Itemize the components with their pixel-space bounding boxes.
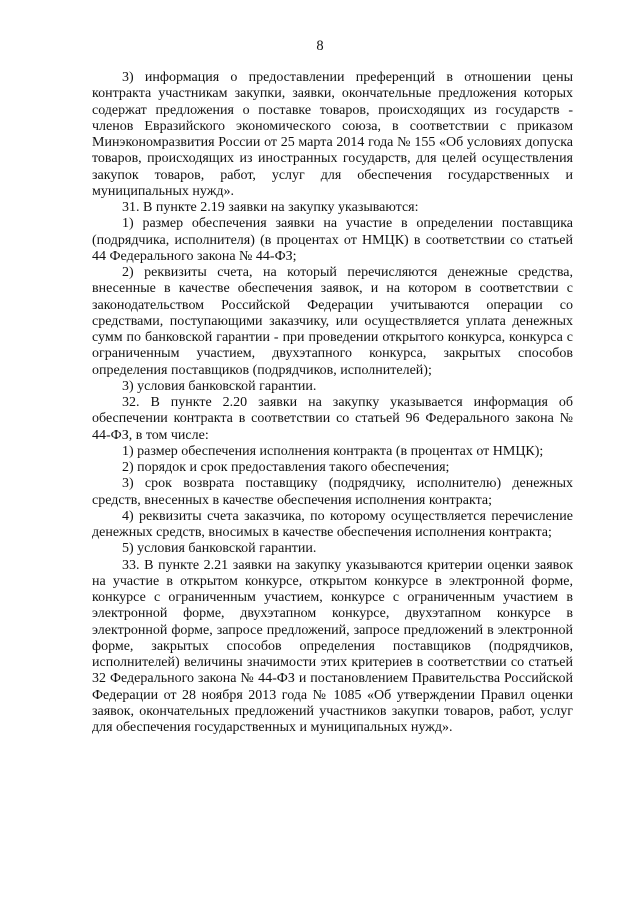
paragraph: 4) реквизиты счета заказчика, по которому осуществляется перечисление денежных средств, вносимых в качестве обеспечения исполнения контракта; bbox=[92, 508, 573, 540]
paragraph: 1) размер обеспечения исполнения контракта (в процентах от НМЦК); bbox=[122, 443, 544, 459]
paragraph: 1) размер обеспечения заявки на участие в определении поставщика (подрядчика, исполнителя) (в процентах от НМЦК) в соответствии со статьей 44 Федерального закона № 44-ФЗ; bbox=[92, 216, 573, 264]
document-body bbox=[92, 70, 573, 736]
paragraph: 3) условия банковской гарантии. bbox=[122, 378, 317, 394]
paragraph: 5) условия банковской гарантии. bbox=[122, 541, 317, 557]
paragraph: 31. В пункте 2.19 заявки на закупку указываются: bbox=[122, 200, 419, 215]
paragraph: 3) срок возврата поставщику (подрядчику, исполнителю) денежных средств, внесенных в качестве обеспечения исполнения контракта; bbox=[92, 476, 573, 508]
paragraph: 2) порядок и срок предоставления такого обеспечения; bbox=[122, 460, 450, 475]
page-number: 8 bbox=[316, 38, 324, 54]
paragraph: 3) информация о предоставлении преференций в отношении цены контракта участникам закупки, заявки, окончательные предложения которых содержат предложения о поставке товаров, происходящих из государств - членов Евразийского экономического союза, в соответствии с приказом Минэкономразвития России от 25 марта 2014 года № 155 «Об условиях допуска товаров, происходящих из иностранных государств, для целей осуществления закупок товаров, работ, услуг для обеспечения государственных и муниципальных нужд». bbox=[92, 70, 573, 199]
paragraph: 2) реквизиты счета, на который перечисляются денежные средства, внесенные в качестве обеспечения заявок, и на котором в соответствии с законодательством Российской Федерации учитываются операции со средствами, поступающими заказчику, или осуществляется уплата денежных сумм по банковской гарантии - при проведении открытого конкурса, конкурса с ограниченным участием, двухэтапного конкурса, закрытых способов определения поставщиков (подрядчиков, исполнителей); bbox=[92, 265, 573, 378]
paragraph: 32. В пункте 2.20 заявки на закупку указывается информация об обеспечении контракта в соответствии со статьей 96 Федерального закона № 44-ФЗ, в том числе: bbox=[92, 395, 573, 443]
paragraph: 33. В пункте 2.21 заявки на закупку указываются критерии оценки заявок на участие в открытом конкурсе, открытом конкурсе в электронной форме, конкурсе с ограниченным участием, конкурсе с ограниченным участием в электронной форме, двухэтапном конкурсе, двухэтапном конкурсе в электронной форме, запросе предложений, запросе предложений в электронной форме, закрытых способов определения поставщиков (подрядчиков, исполнителей) величины значимости этих критериев в соответствии со статьей 32 Федерального закона № 44-ФЗ и постановлением Правительства Российской Федерации от 28 ноября 2013 года № 1085 «Об утверждении Правил оценки заявок, окончательных предложений участников закупки товаров, работ, услуг для обеспечения государственных и муниципальных нужд». bbox=[92, 557, 573, 735]
